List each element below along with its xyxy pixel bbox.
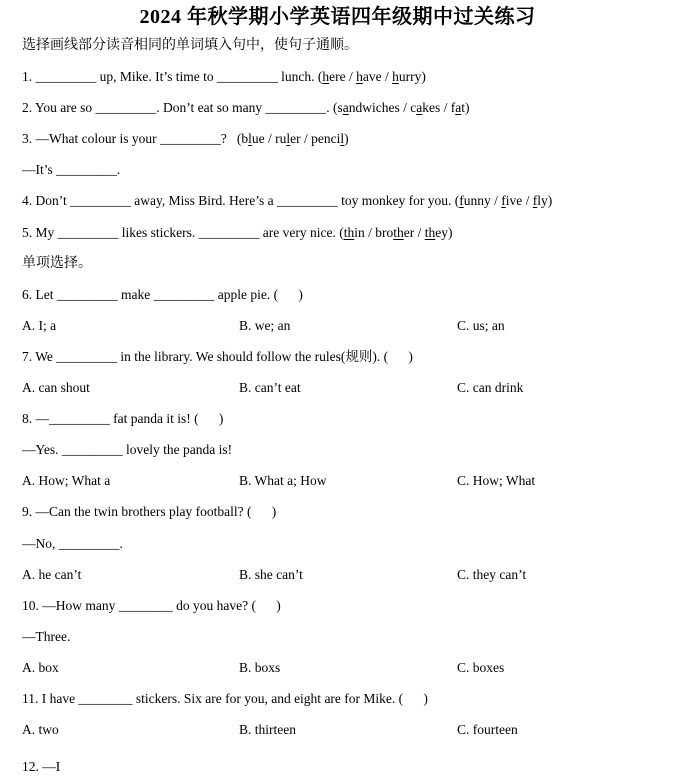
answer-blank[interactable]: _________ xyxy=(56,348,118,364)
option-cell[interactable]: B. she can’t xyxy=(239,566,303,582)
text-segment: . Don’t eat so many xyxy=(156,100,266,116)
underlined-letters: l xyxy=(248,131,252,147)
question-line xyxy=(22,590,653,621)
answer-blank[interactable]: _________ xyxy=(58,535,120,551)
text-segment: ndwiches / c xyxy=(348,100,417,116)
answer-blank[interactable]: ________ xyxy=(78,690,133,706)
option-cell[interactable]: C. fourteen xyxy=(457,722,518,738)
text-segment: 7. We xyxy=(22,348,57,364)
option-cell[interactable]: C. can drink xyxy=(457,380,524,396)
text-segment: 2. You are so xyxy=(22,100,96,116)
underlined-letters: h xyxy=(322,69,330,85)
option-cell[interactable]: C. us; an xyxy=(457,317,505,333)
option-cell[interactable]: A. he can’t xyxy=(22,566,82,582)
question-line xyxy=(22,528,653,559)
option-cell[interactable]: B. can’t eat xyxy=(239,380,301,396)
text-segment: er / xyxy=(403,224,425,240)
answer-blank[interactable]: _________ xyxy=(56,162,117,178)
option-cell[interactable]: B. thirteen xyxy=(239,722,296,738)
question-line xyxy=(22,341,653,372)
text-segment: in / bro xyxy=(354,224,394,240)
text-segment: . (s xyxy=(326,100,343,116)
underlined-letters: h xyxy=(356,69,363,85)
question-line xyxy=(22,683,653,714)
question-line xyxy=(22,185,653,216)
text-segment: ere / xyxy=(329,69,357,85)
clipped-next-line xyxy=(22,751,653,782)
text-segment: urry) xyxy=(398,69,426,85)
text-segment: ly) xyxy=(537,193,553,209)
text-segment: up, Mike. It’s time to xyxy=(96,69,217,85)
text-segment: —It’s xyxy=(22,162,57,178)
section-instruction xyxy=(22,248,653,279)
question-line xyxy=(22,434,653,465)
text-segment: make xyxy=(117,286,154,302)
text-segment: t) xyxy=(461,100,470,116)
option-cell[interactable]: C. they can’t xyxy=(457,566,527,582)
answer-blank[interactable]: _________ xyxy=(217,69,278,85)
text-segment: ? (b xyxy=(220,131,249,147)
text-segment: —Yes. xyxy=(22,442,62,458)
text-segment: in the library. We should follow the rules(规则). ( ) xyxy=(117,348,413,364)
text-segment: . xyxy=(116,162,121,178)
text-segment: do you have? ( ) xyxy=(172,597,281,613)
underlined-letters: h xyxy=(392,69,399,85)
option-cell[interactable]: B. What a; How xyxy=(239,473,327,489)
text-segment: away, Miss Bird. Here’s a xyxy=(130,193,277,209)
text-segment: ey) xyxy=(435,224,453,240)
answer-blank[interactable]: _________ xyxy=(56,286,118,302)
answer-blank[interactable]: _________ xyxy=(265,100,327,116)
underlined-letters: a xyxy=(416,100,423,116)
question-line xyxy=(22,61,653,92)
option-cell[interactable]: C. boxes xyxy=(457,659,505,675)
text-segment: 5. My xyxy=(22,224,58,240)
text-segment: 选择画线部分读音相同的单词填入句中，使句子通顺。 xyxy=(22,38,358,53)
options-row xyxy=(22,714,653,745)
option-cell[interactable]: A. box xyxy=(22,659,59,675)
underlined-letters: l xyxy=(340,131,345,147)
answer-blank[interactable]: _________ xyxy=(57,224,119,240)
question-line xyxy=(22,154,653,185)
answer-blank[interactable]: _________ xyxy=(277,193,338,209)
answer-blank[interactable]: _________ xyxy=(70,193,131,209)
underlined-letters: l xyxy=(286,131,291,147)
option-cell[interactable]: A. two xyxy=(22,722,59,738)
option-cell[interactable]: C. How; What xyxy=(457,473,536,489)
text-segment: 6. Let xyxy=(22,286,57,302)
text-segment: stickers. Six are for you, and eight are for Mike. ( ) xyxy=(132,690,428,706)
question-line xyxy=(22,279,653,310)
text-segment: fat panda it is! ( ) xyxy=(109,411,224,427)
underlined-letters: f xyxy=(532,193,538,209)
page-title: 2024 年秋学期小学英语四年级期中过关练习 xyxy=(139,6,536,28)
text-segment: ive / xyxy=(505,193,533,209)
doc-lines xyxy=(22,30,653,782)
options-row xyxy=(22,310,653,341)
text-segment: 12. —I xyxy=(22,759,61,775)
question-line xyxy=(22,123,653,154)
underlined-letters: a xyxy=(342,100,349,116)
underlined-letters: th xyxy=(393,224,404,240)
text-segment: kes / f xyxy=(422,100,456,116)
text-segment: . xyxy=(119,535,123,551)
text-segment: toy monkey for you. ( xyxy=(337,193,460,209)
underlined-letters: th xyxy=(343,224,355,240)
option-cell[interactable]: A. How; What a xyxy=(22,473,111,489)
options-row xyxy=(22,559,653,590)
question-line xyxy=(22,496,653,527)
option-cell[interactable]: A. I; a xyxy=(22,317,57,333)
answer-blank[interactable]: _________ xyxy=(49,411,110,427)
question-line xyxy=(22,92,653,123)
options-row xyxy=(22,465,653,496)
text-segment: 4. Don’t xyxy=(22,193,71,209)
text-segment: —No, xyxy=(22,535,59,551)
question-line xyxy=(22,403,653,434)
answer-blank[interactable]: _________ xyxy=(35,69,97,85)
text-segment: 9. —Can the twin brothers play football? ( ) xyxy=(22,504,277,520)
text-segment: apple pie. ( ) xyxy=(214,286,303,302)
text-segment: 1. xyxy=(22,69,36,85)
text-segment: ue / ru xyxy=(251,131,287,147)
underlined-letters: f xyxy=(501,193,506,209)
text-segment: ) xyxy=(344,131,349,147)
option-cell[interactable]: B. boxs xyxy=(239,659,281,675)
text-segment: 单项选择。 xyxy=(22,255,92,271)
option-cell[interactable]: A. can shout xyxy=(22,380,90,396)
underlined-letters: f xyxy=(459,193,464,209)
exam-document xyxy=(0,4,673,775)
text-segment: lovely the panda is! xyxy=(122,442,233,458)
answer-blank[interactable]: _________ xyxy=(61,442,123,458)
underlined-letters: a xyxy=(455,100,462,116)
text-segment: lunch. ( xyxy=(277,69,323,85)
section-instruction xyxy=(22,30,653,61)
text-segment: are very nice. ( xyxy=(259,224,344,240)
text-segment: 11. I have xyxy=(22,690,79,706)
question-line xyxy=(22,217,653,248)
text-segment: 10. —How many xyxy=(22,597,119,613)
text-segment: —Three. xyxy=(22,628,71,644)
text-segment: ave / xyxy=(362,69,393,85)
text-segment: er / penci xyxy=(290,131,341,147)
underlined-letters: th xyxy=(424,224,436,240)
option-cell[interactable]: B. we; an xyxy=(239,317,291,333)
text-segment: 3. —What colour is your xyxy=(22,131,160,147)
options-row xyxy=(22,652,653,683)
options-row xyxy=(22,372,653,403)
answer-blank[interactable]: _________ xyxy=(153,286,215,302)
text-segment: unny / xyxy=(463,193,502,209)
question-line xyxy=(22,621,653,652)
answer-blank[interactable]: _________ xyxy=(159,131,221,147)
answer-blank[interactable]: _________ xyxy=(198,224,260,240)
answer-blank[interactable]: ________ xyxy=(118,597,173,613)
answer-blank[interactable]: _________ xyxy=(95,100,157,116)
text-segment: likes stickers. xyxy=(118,224,199,240)
text-segment: 8. — xyxy=(22,411,49,427)
